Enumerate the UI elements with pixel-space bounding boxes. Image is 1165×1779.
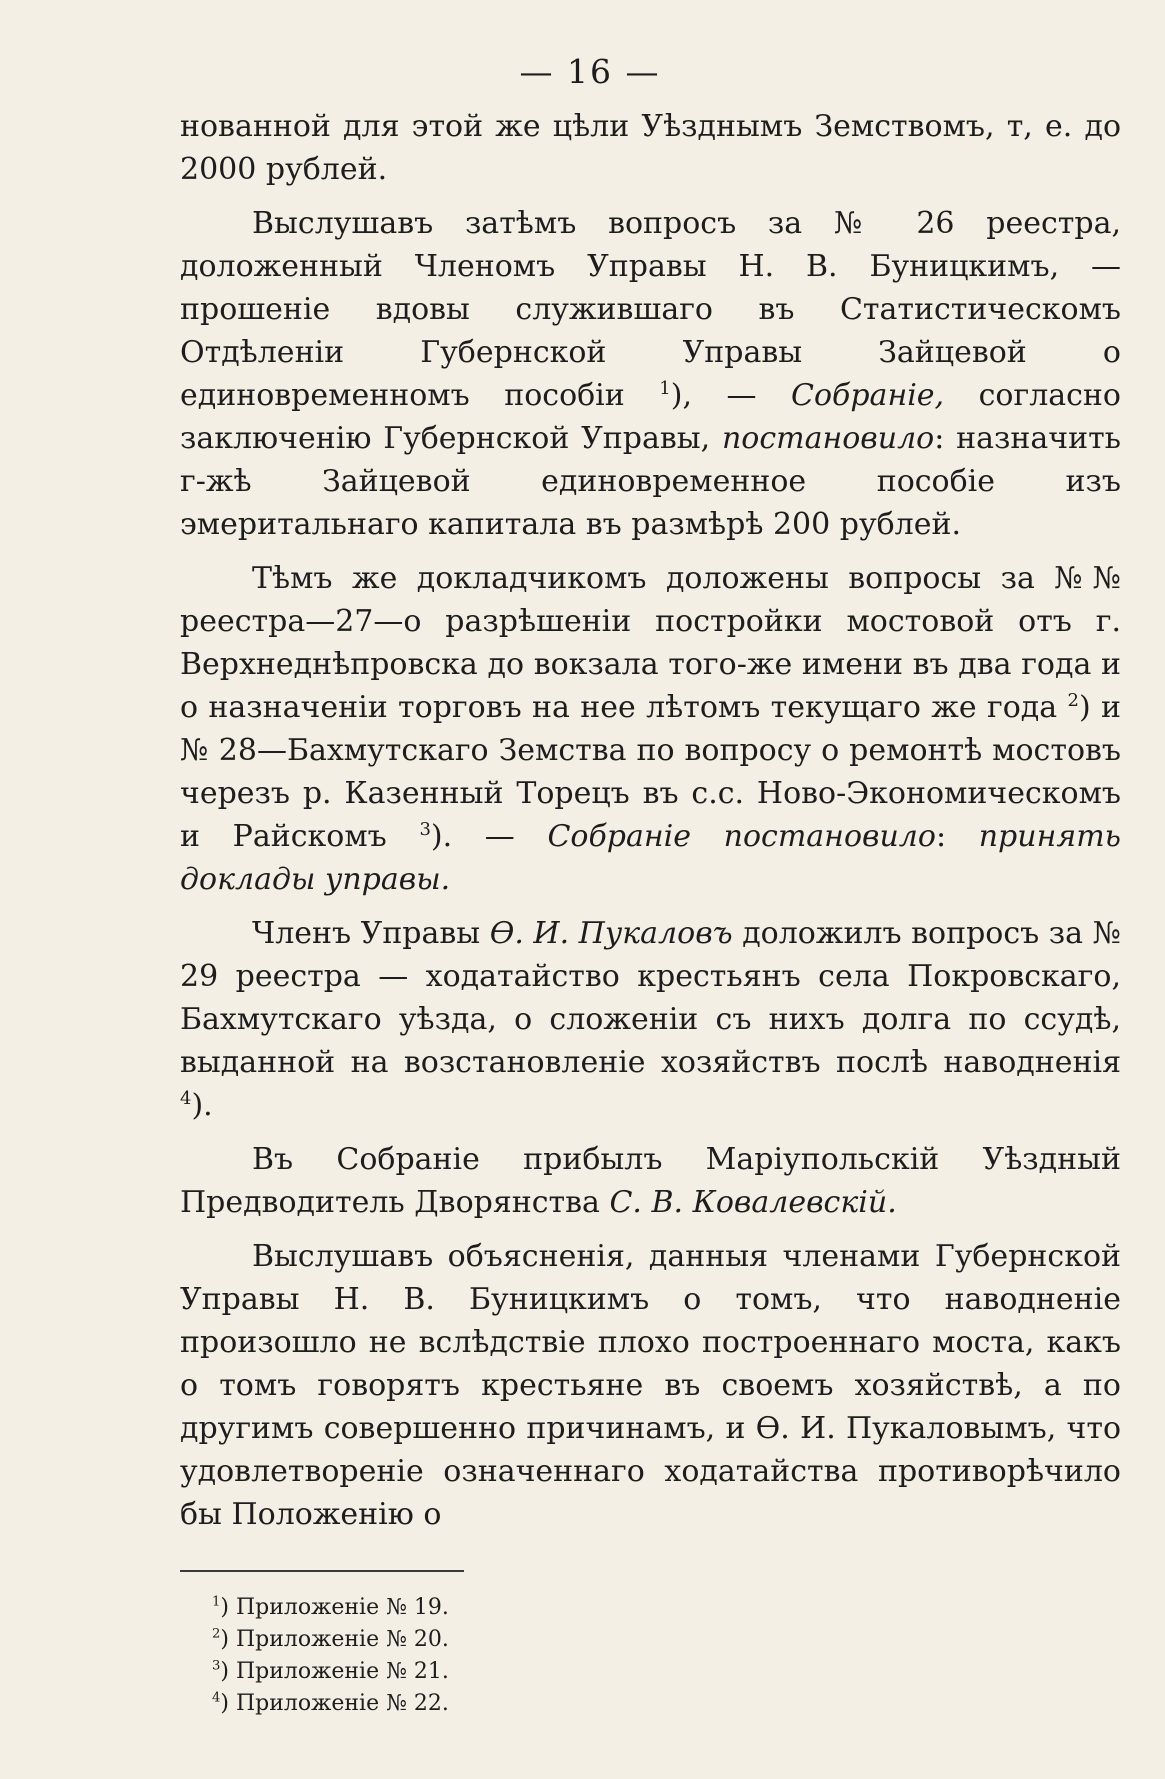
footnote-text: ) Приложеніе № 22. [220, 1691, 449, 1716]
footnote-ref: 3 [419, 819, 431, 840]
text-run: Тѣмъ же докладчикомъ доложены вопросы за №№ реестра—27—о разрѣшеніи постройки мостовой отъ г. Верхнеднѣпровска до вокзала того-же имени въ два года и о назначеніи торговъ на нее лѣтомъ текущаго же года [180, 561, 1121, 725]
italic-text: принять доклады управы. [180, 819, 1121, 897]
footnote-item [212, 1688, 1121, 1720]
footnote-text: ) Приложеніе № 20. [220, 1627, 449, 1652]
text-run: доложилъ вопросъ за № 29 реестра — ходатайство крестьянъ села Покровскаго, Бахмутскаго уѣзда, о сложеніи съ нихъ долга по ссудѣ, выданной на возстановленіе хозяйствъ послѣ наводненія [180, 916, 1121, 1080]
paragraph [180, 557, 1121, 901]
page-number: — 16 — [519, 52, 661, 91]
footnote-item [212, 1656, 1121, 1688]
text-run: Выслушавъ объясненія, данныя членами Губернской Управы Н. В. Буницкимъ о томъ, что наводненіе произошло не вслѣдствіе плохо построеннаго моста, какъ о томъ говорятъ крестьяне въ своемъ хозяйствѣ, а по другимъ совершенно причинамъ, и Ѳ. И. Пукаловымъ, что удовлетвореніе означеннаго ходатайства противорѣчило бы Положенію о [180, 1239, 1121, 1532]
text-run: Въ Собраніе прибылъ Маріупольскій Уѣздный Предводитель Дворянства [180, 1142, 1121, 1220]
paragraph [180, 105, 1121, 191]
paragraph [180, 1138, 1121, 1224]
italic-text: Собраніе, [791, 378, 945, 413]
text-run: ). [191, 1088, 213, 1123]
text-run: нованной для этой же цѣли Уѣзднымъ Земствомъ, т, е. до 2000 рублей. [180, 109, 1121, 187]
text-run: Членъ Управы [252, 916, 490, 951]
text-run: : [935, 819, 979, 854]
footnote-item [212, 1624, 1121, 1656]
text-run: ), — [670, 378, 792, 413]
paragraph [180, 1235, 1121, 1536]
paragraph [180, 912, 1121, 1127]
footnote-ref: 2 [1067, 690, 1079, 711]
text-run: Выслушавъ затѣмъ вопросъ за № 26 реестра, доложенный Членомъ Управы Н. В. Буницкимъ, — прошеніе вдовы служившаго въ Статистическомъ Отдѣленіи Губернской Управы Зайцевой о единовременномъ пособіи [180, 206, 1121, 413]
footnote-mark: 2 [212, 1626, 221, 1642]
text-run: : назначить г-жѣ Зайцевой единовременное пособіе изъ эмеритальнаго капитала въ размѣрѣ 200 рублей. [180, 421, 1121, 542]
footnotes [212, 1592, 1121, 1720]
text-run: ). — [430, 819, 548, 854]
text-run: ) и № 28—Бахмутскаго Земства по вопросу о ремонтѣ мостовъ черезъ р. Казенный Торецъ въ с.с. Ново-Экономическомъ и Райскомъ [180, 690, 1121, 854]
paragraph [180, 202, 1121, 546]
footnote-mark: 3 [212, 1658, 221, 1674]
footnote-divider [180, 1570, 464, 1572]
footnote-mark: 1 [212, 1594, 221, 1610]
footnote-mark: 4 [212, 1690, 221, 1706]
footnote-text: ) Приложеніе № 21. [220, 1659, 449, 1684]
footnote-ref: 4 [180, 1088, 192, 1109]
italic-text: постановило [721, 421, 935, 456]
text-run: согласно заключенію Губернской Управы, [180, 378, 1121, 456]
italic-text: Собраніе постановило [547, 819, 936, 854]
body-text [180, 105, 1121, 1536]
italic-text: С. В. Ковалевскій. [609, 1185, 897, 1220]
footnote-ref: 1 [659, 378, 671, 399]
footnote-item [212, 1592, 1121, 1624]
italic-text: Ѳ. И. Пукаловъ [489, 916, 733, 951]
footnote-text: ) Приложеніе № 19. [220, 1595, 449, 1620]
